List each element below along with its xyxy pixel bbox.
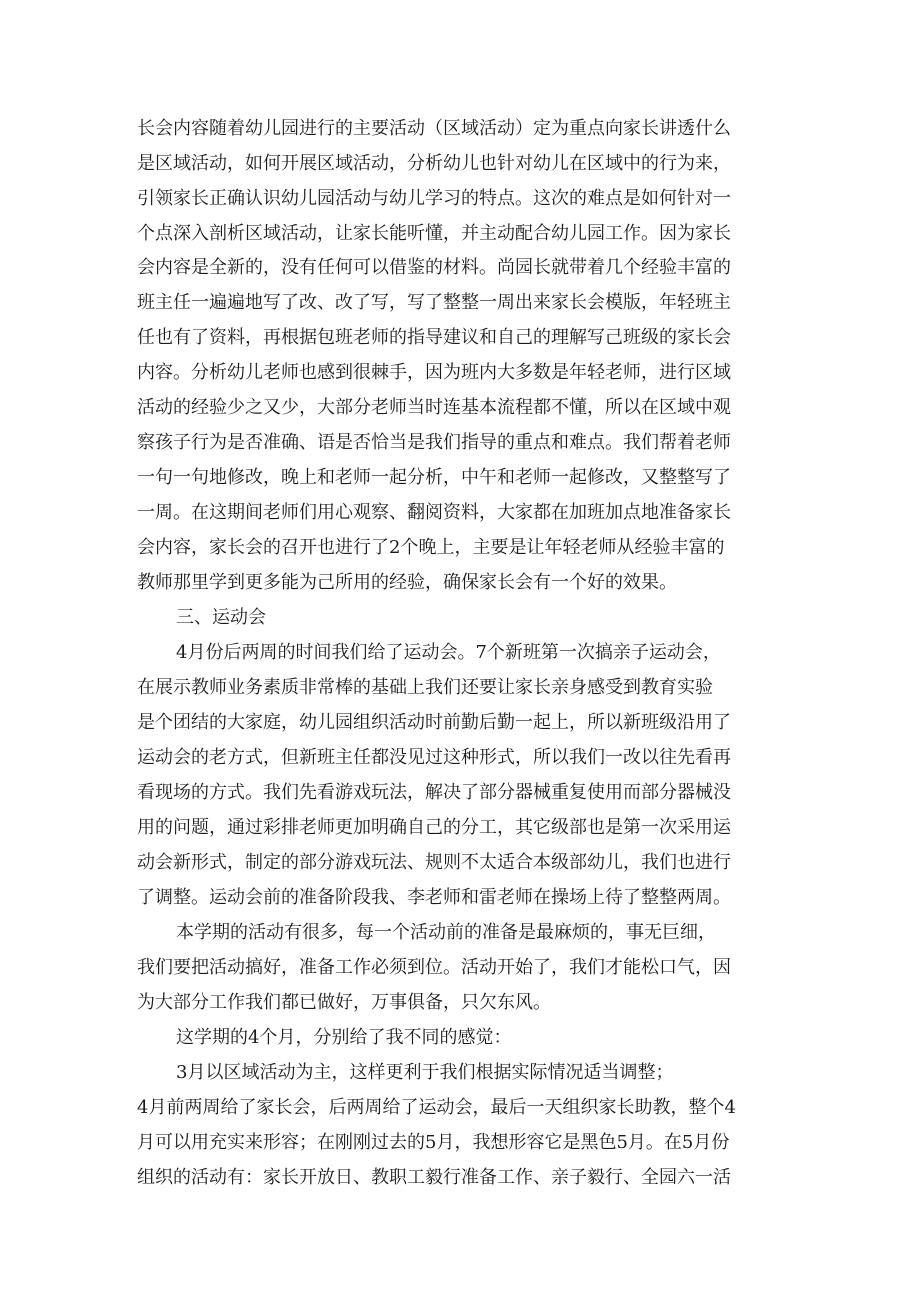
text-line: 看现场的方式。我们先看游戏玩法，解决了部分器械重复使用而部分器械没	[137, 782, 731, 803]
text-line: 一周。在这期间老师们用心观察、翻阅资料，大家都在加班加点地准备家长	[137, 502, 731, 523]
text-line: 个点深入剖析区域活动，让家长能听懂，并主动配合幼儿园工作。因为家长	[137, 223, 731, 244]
text-line: 运动会的老方式，但新班主任都没见过这种形式，所以我们一改以往先看再	[137, 747, 731, 768]
text-line: 我们要把活动搞好，准备工作必须到位。活动开始了，我们才能松口气，因	[137, 957, 731, 978]
text-line: 月可以用充实来形容；在刚刚过去的5月，我想形容它是黑色5月。在5月份	[137, 1132, 730, 1153]
text-line: 4月前两周给了家长会，后两周给了运动会，最后一天组织家长助教，整个4	[137, 1097, 736, 1118]
text-line: 长会内容随着幼儿园进行的主要活动（区域活动）定为重点向家长讲透什么	[137, 118, 731, 139]
text-line: 4月份后两周的时间我们给了运动会。7个新班第一次搞亲子运动会，	[176, 642, 721, 663]
text-line: 教师那里学到更多能为己所用的经验，确保家长会有一个好的效果。	[137, 572, 677, 593]
section-heading: 三、运动会	[176, 607, 266, 628]
text-line: 3月以区域活动为主，这样更利于我们根据实际情况适当调整；	[176, 1062, 674, 1083]
text-line: 察孩子行为是否准确、语是否恰当是我们指导的重点和难点。我们帮着老师	[137, 432, 731, 453]
text-line: 了调整。运动会前的准备阶段我、李老师和雷老师在操场上待了整整两周。	[137, 887, 731, 908]
text-line: 是个团结的大家庭，幼儿园组织活动时前勤后勤一起上，所以新班级沿用了	[137, 712, 731, 733]
text-line: 组织的活动有：家长开放日、教职工毅行准备工作、亲子毅行、全园六一活	[137, 1167, 731, 1188]
text-line: 会内容，家长会的召开也进行了2个晚上，主要是让年轻老师从经验丰富的	[137, 537, 725, 558]
text-line: 一句一句地修改，晚上和老师一起分析，中午和老师一起修改，又整整写了	[137, 467, 731, 488]
text-line: 这学期的4个月，分别给了我不同的感觉：	[176, 1027, 512, 1048]
text-line: 动会新形式，制定的部分游戏玩法、规则不太适合本级部幼儿，我们也进行	[137, 852, 731, 873]
text-line: 为大部分工作我们都已做好，万事俱备，只欠东风。	[137, 992, 551, 1013]
text-line: 内容。分析幼儿老师也感到很棘手，因为班内大多数是年轻老师，进行区域	[137, 362, 731, 383]
text-line: 用的问题，通过彩排老师更加明确自己的分工，其它级部也是第一次采用运	[137, 817, 731, 838]
text-line: 活动的经验少之又少，大部分老师当时连基本流程都不懂，所以在区域中观	[137, 397, 731, 418]
text-line: 本学期的活动有很多，每一个活动前的准备是最麻烦的，事无巨细，	[176, 922, 716, 943]
text-line: 引领家长正确认识幼儿园活动与幼儿学习的特点。这次的难点是如何针对一	[137, 188, 731, 209]
text-line: 任也有了资料，再根据包班老师的指导建议和自己的理解写己班级的家长会	[137, 327, 731, 348]
text-line: 班主任一遍遍地写了改、改了写，写了整整一周出来家长会模版，年轻班主	[137, 292, 731, 313]
text-line: 在展示教师业务素质非常棒的基础上我们还要让家长亲身感受到教育实验	[137, 677, 713, 698]
text-line: 是区域活动，如何开展区域活动，分析幼儿也针对幼儿在区域中的行为来，	[137, 153, 731, 174]
text-line: 会内容是全新的，没有任何可以借鉴的材料。尚园长就带着几个经验丰富的	[137, 257, 731, 278]
